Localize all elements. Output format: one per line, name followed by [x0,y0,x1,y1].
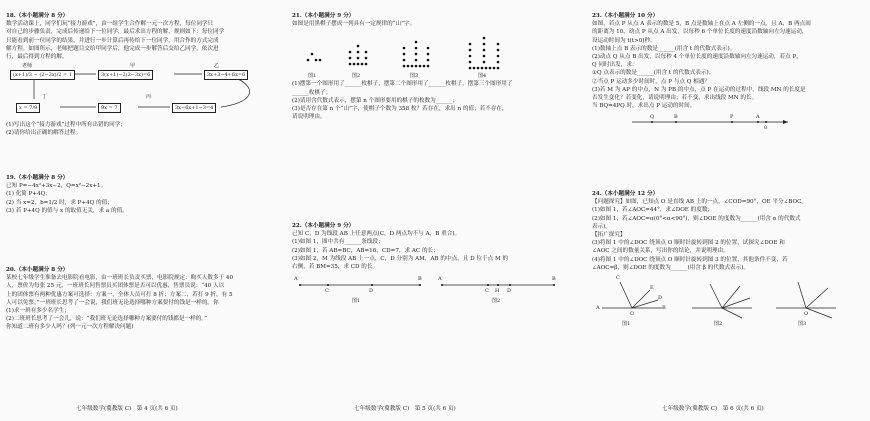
seg1-point-B: B [418,276,422,283]
page-footer-6: 七年级数学(冀教版 C) 第 6 页(共 6 页) [662,405,764,412]
q22-line: (1)如图 1，图中共有______条线段； [292,239,384,246]
question-24 [592,188,864,330]
q24-line: 【拓广探究】 [592,232,626,239]
q19-line: (2) 当 x=2，b=1/2 时，求 P+4Q 的值； [6,199,113,206]
q18-line: 解方程。如图所示，老师把题目交给甲同学后，他完成一步解答后交给乙同学，依次进 [6,45,219,52]
axis-zero: 0 [764,125,768,132]
fig1-letter-B: B [662,305,666,312]
q23-line: (3)若 M 为 AP 的中点，N 为 PB 的中点，点 P 在运动的过程中，线段 MN 的长度是 [592,86,806,93]
fig1-letter-D: D [658,295,663,302]
seg2-point-D: D [507,288,512,295]
box-teacher: (x+1)/3 − (2−3x)/2 = 1 [10,70,75,80]
label-bing: 丙 [146,94,152,101]
question-19 [6,172,274,215]
question-22 [292,220,572,309]
q24-line: ∠AOC=β，则∠DOE 的度数为______(用含 β 的代数式表示)。 [592,264,749,271]
fig-label-1: 图1 [308,73,317,80]
q23-line: Q 同时出发，求： [592,62,638,69]
axis-point-Q: Q [650,114,655,121]
q21-line: ______枚棋子； [292,89,332,96]
q24-line: ∠AOC 之间的数量关系，写出你的结论，并说明理由。 [592,248,729,255]
q22-line: 右侧，若 BM=35，求 CD 的长。 [292,264,379,271]
q23-line: 设运动时间为 t(t>0)秒。 [592,37,656,44]
fig-label-3: 图3 [410,73,419,80]
q18-tail: (1)写出这个“接力游戏”过程中所有出错的同学； [6,122,126,129]
label-teacher: 老师 [22,63,33,70]
label-jia: 甲 [130,63,136,70]
segment-figures [292,275,572,309]
column-page-5 [292,10,572,413]
q19-line: (1) 化简 P+4Q； [6,191,51,198]
q21-line: (2)请用含代数式表示，摆第 n 个图形要用的棋子的枚数为______； [292,97,459,104]
column-page-6 [592,10,864,413]
question-20 [6,264,274,332]
q20-line: 人可以免票。”一班班长思考了一会说，我们班无论选择哪种方案要付的钱是一样的。你 [6,299,219,306]
q21-line: (1)摆第一个图形用了______枚棋子，摆第二个图形用了______枚棋子，摆第三个图形用了 [292,81,513,88]
q19-line: (3) 若 P+4Q 的值与 x 的取值无关，求 a 的值。 [6,207,128,214]
fig1-letter-A: A [596,305,600,312]
q21-line: 请说明理由。 [292,114,326,121]
angle-fig-label-1: 图1 [622,321,631,328]
q23-line: 否发生变化？若变化，请说明理由；若不变，求出线段 MN 的长。 [592,95,758,102]
box-answer: x = 7/9 [16,103,40,113]
seg1-point-C: C [325,288,329,295]
q23-line: ②当点 P 运动多少时间时，点 P 与点 Q 相遇？ [592,78,710,85]
fig3-letter-O: O [804,311,809,318]
box-jia: 3(x+1)−2(2−3x)=6 [98,70,153,80]
q24-line: (4)将图 1 中的∠DOC 绕顶点 O 顺时针旋转到图 3 的位置，其他条件不变，若 [592,256,788,263]
q18-line: 数学活动课上，同学们玩“接力游戏”，由一组学生合作解一元一次方程，每位同学只 [6,21,214,28]
q24-line: (3)将图 1 中的∠DOC 绕顶点 O 顺时针旋转到图 2 的位置，试探究∠DOE 和 [592,240,785,247]
fig1-letter-O: O [630,311,635,318]
fig1-letter-C: C [616,275,620,282]
seg2-point-A: A [438,276,442,283]
seg2-point-B: B [552,276,556,283]
relay-diagram [6,63,274,119]
q20-line: 你知道二班有多少人吗？(列一元一次方程解决问题) [6,324,134,331]
angle-figures [592,274,864,330]
number-line-figure [592,112,864,132]
angle-fig-label-2: 图2 [714,321,723,328]
q24-line: 【问题探究】如图，已知点 O 是直线 AB 上的一点，∠COD=90°，OE 平分∠BOC。 [592,199,807,206]
question-18-heading: 18.（本小题满分 8 分） [6,13,69,19]
q19-line: 已知 P=−4x²+3x−2，Q=x²−2x+1。 [6,183,107,190]
q22-line: (2)如图 1，若 AB=BC，AB=16，CD=7，求 AC 的长； [292,247,439,254]
segment-lines [292,275,572,295]
column-page-4 [6,10,274,413]
fig1-letter-E: E [650,285,654,292]
question-21 [292,10,572,121]
q18-line: 行，最后得到方程的解。 [6,54,68,61]
question-18 [6,10,274,138]
q24-line: 表示)。 [592,223,611,230]
q24-line: (1)如图 1，若∠AOC=44°，求∠DOE 的度数； [592,207,714,214]
seg-fig-label-2: 图2 [492,298,501,305]
q23-line: ①Q 点表示的数是______(用含 t 的代数式表示)； [592,70,715,77]
seg-fig-label-1: 图1 [352,298,361,305]
q20-line: (1)求一班有多少名学生； [6,308,70,315]
shan-dot-patterns [292,28,572,80]
q23-line: 当 BQ=4PQ 时，求出点 P 运动的时间。 [592,103,696,110]
q21-intro: 如图是用黑棋子摆成一列具有一定规律的“山”字。 [292,21,416,28]
question-20-heading: 20.（本小题满分 8 分） [6,267,69,273]
q21-line: (3)是否存在第 n 个“山”字，使棋子个数为 358 枚？若存在，求出 n 的值；若不存在， [292,106,508,113]
q20-line: 上的团体票有两种优惠方案可选择：方案一，全体人员可打 8 折；方案二，若打 9 折，有 5 [6,291,233,298]
label-ding: 丁 [42,94,48,101]
question-23 [592,10,864,132]
seg1-point-D: D [369,288,374,295]
fig-label-4: 图4 [478,73,487,80]
q18-line: 对自己的步骤负责，完成后传递给下一位同学，最后求出方程的解，规则如下：每位同学 [6,29,225,36]
q20-line: 人，票价为每张 25 元，一班班长问售票员买团体票是否可以优惠，售票员说：“40 人以 [6,283,225,290]
axis-point-B: B [674,114,678,121]
q20-line: (2)二班班长思考了一会儿，说：“我们班无论选择哪种方案要付的钱都是一样的。” [6,316,208,323]
angle-fig-label-3: 图3 [798,321,807,328]
page-footer-4: 七年级数学(冀教版 C) 第 4 页(共 6 页) [76,405,178,412]
question-22-heading: 22.（本小题满分 9 分） [292,223,355,229]
q22-line: (3)如图 2，M 为线段 AB 上一点，C，D 分别为 AM，AB 的中点，且 D 位于点 M 的 [292,255,509,262]
axis-point-A: A [756,114,760,121]
question-21-heading: 21.（本小题满分 9 分） [292,13,355,19]
number-line [592,112,864,132]
q18-line: 只能看到前一位同学的结果，并进行一步计算后再传给下一位同学，用合作的方式完成 [6,37,219,44]
box-ding: 9x = 7 [98,103,121,113]
q23-line: (1)数轴上点 B 表示的数是______(用含 t 的代数式表示)。 [592,45,736,52]
page-footer-5: 七年级数学(冀教版 C) 第 5 页(共 6 页) [354,405,456,412]
question-23-heading: 23.（本小题满分 10 分） [592,13,659,19]
box-yi: 3x+3−4+6x=6 [204,70,248,80]
seg2-point-H: H [495,288,500,295]
question-19-heading: 19.（本小题满分 8 分） [6,175,69,181]
seg1-point-A: A [294,276,298,283]
q18-tail: (2)请你给出正确的解答过程。 [6,130,82,137]
q22-line: 已知 C，D 为线段 AB 上任意两点(C，D 两点均不与 A，B 重合)。 [292,231,461,238]
fig-label-2: 图2 [352,73,361,80]
shan-figures [292,28,572,80]
q23-line: 的距离为 10，动点 P 从点 A 出发，以每秒 6 个单位长度的速度沿数轴向左匀速运动， [592,29,808,36]
q23-line: (2)动点 Q 从点 B 出发，以每秒 4 个单位长度的速度沿数轴向左匀速运动，若点 P， [592,54,802,61]
q20-line: 某校七年级学生准备去电影院看电影，由一班班长负责买票，电影院规定：购买人数多于 40 [6,275,234,282]
label-yi: 乙 [214,63,220,70]
axis-point-P: P [730,114,734,121]
seg2-point-C: C [485,288,489,295]
box-bing: 3x−6x+1−3=4 [172,103,216,113]
q24-line: (2)如图 1，若∠AOC=α(0°<α<90°)，则∠DOE 的度数为______(用含 α 的代数式 [592,215,801,222]
question-24-heading: 24.（本小题满分 12 分） [592,191,659,197]
q23-line: 如图，若点 P 从点 A 表示的数是 5，B 点是数轴上在点 A 左侧的一点，且 A，B 两点间 [592,21,811,28]
